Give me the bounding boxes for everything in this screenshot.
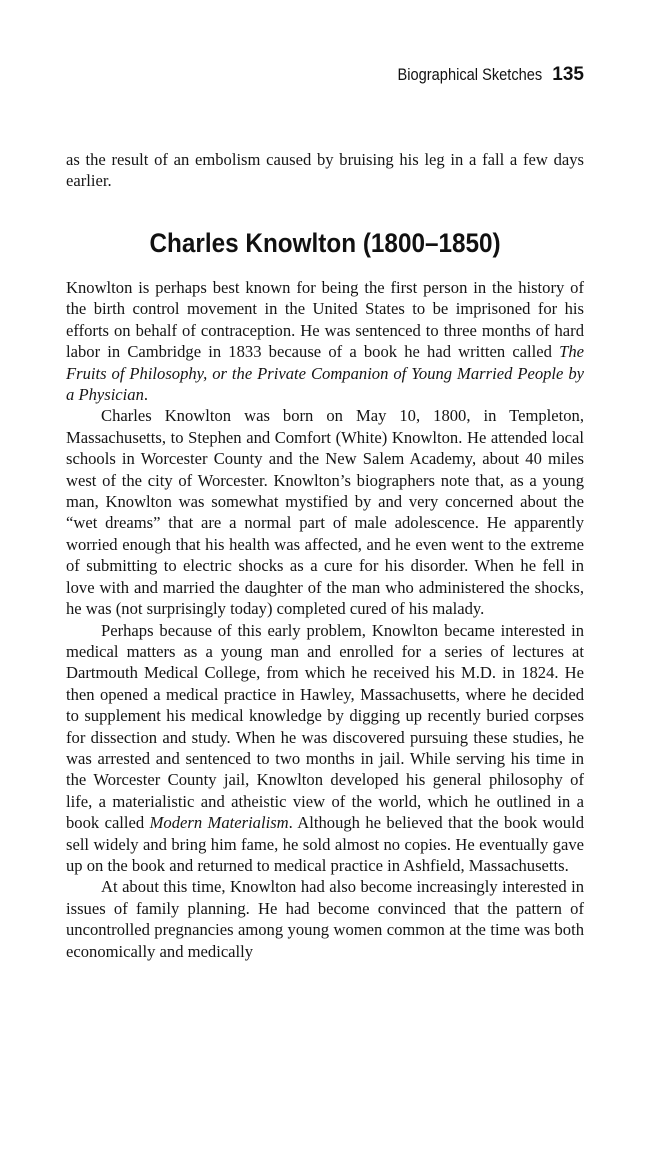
continuation-text: as the result of an embolism caused by bruising his leg in a fall a few days earlier. <box>66 150 584 191</box>
paragraph-3-text-after: . Although he believed that the book would sell widely and bring him fame, he sold almost no copies. He eventually gave up on the book and returned to medical practice in Ashfield, Massachusetts. <box>66 813 585 875</box>
page-number: 135 <box>552 64 584 85</box>
running-head <box>66 64 584 88</box>
paragraph-2: Charles Knowlton was born on May 10, 1800, in Templeton, Massachusetts, to Stephen and Comfort (White) Knowlton. He attended local schools in Worcester County and the New Salem Academy, about 40 miles west of the city of Worcester. Knowlton’s biographers note that, as a young man, Knowlton was somewhat mystified by and very concerned about the “wet dreams” that are a normal part of male adolescence. He apparently worried enough that his health was affected, and he even went to the extreme of submitting to electric shocks as a cure for his disorder. When he fell in love with and married the daughter of the man who administered the shocks, he was (not surprisingly today) completed cured of his malady. <box>66 406 584 619</box>
paragraph-3-text-before: Perhaps because of this early problem, Knowlton became interested in medical matters as a young man and enrolled for a series of lectures at Dartmouth Medical College, from which he received his M.D. in 1824. He then opened a medical practice in Hawley, Massachusetts, where he decided to supplement his medical knowledge by digging up recently buried corpses for dissection and study. When he was discovered pursuing these studies, he was arrested and sentenced to two months in jail. While serving his time in the Worcester County jail, Knowlton developed his general philosophy of life, a materialistic and atheistic view of the world, which he outlined in a book called <box>66 620 584 833</box>
paragraph-3 <box>66 620 584 877</box>
running-head-title: Biographical Sketches <box>397 65 543 84</box>
section-heading <box>66 224 584 262</box>
continuation-paragraph <box>66 149 584 192</box>
book-title-fruits-of-philosophy: The Fruits of Philosophy, or the Private Companion of Young Married People by a Physician <box>66 342 584 405</box>
section-body <box>66 277 584 962</box>
paragraph-1 <box>66 277 584 405</box>
book-title-modern-materialism: Modern Materialism <box>149 813 289 833</box>
paragraph-1-text-before: Knowlton is perhaps best known for being the first person in the history of the birth control movement in the United States to be imprisoned for his efforts on behalf of contraception. He was sentenced to three months of hard labor in Cambridge in 1833 because of a book he had written called <box>66 278 584 362</box>
paragraph-1-text-after: . <box>143 385 149 405</box>
paragraph-4: At about this time, Knowlton had also become increasingly interested in issues of family planning. He had become convinced that the pattern of uncontrolled pregnancies among young women common at the time was both economically and medically <box>66 877 584 961</box>
section-heading-text: Charles Knowlton (1800–1850) <box>149 228 501 258</box>
